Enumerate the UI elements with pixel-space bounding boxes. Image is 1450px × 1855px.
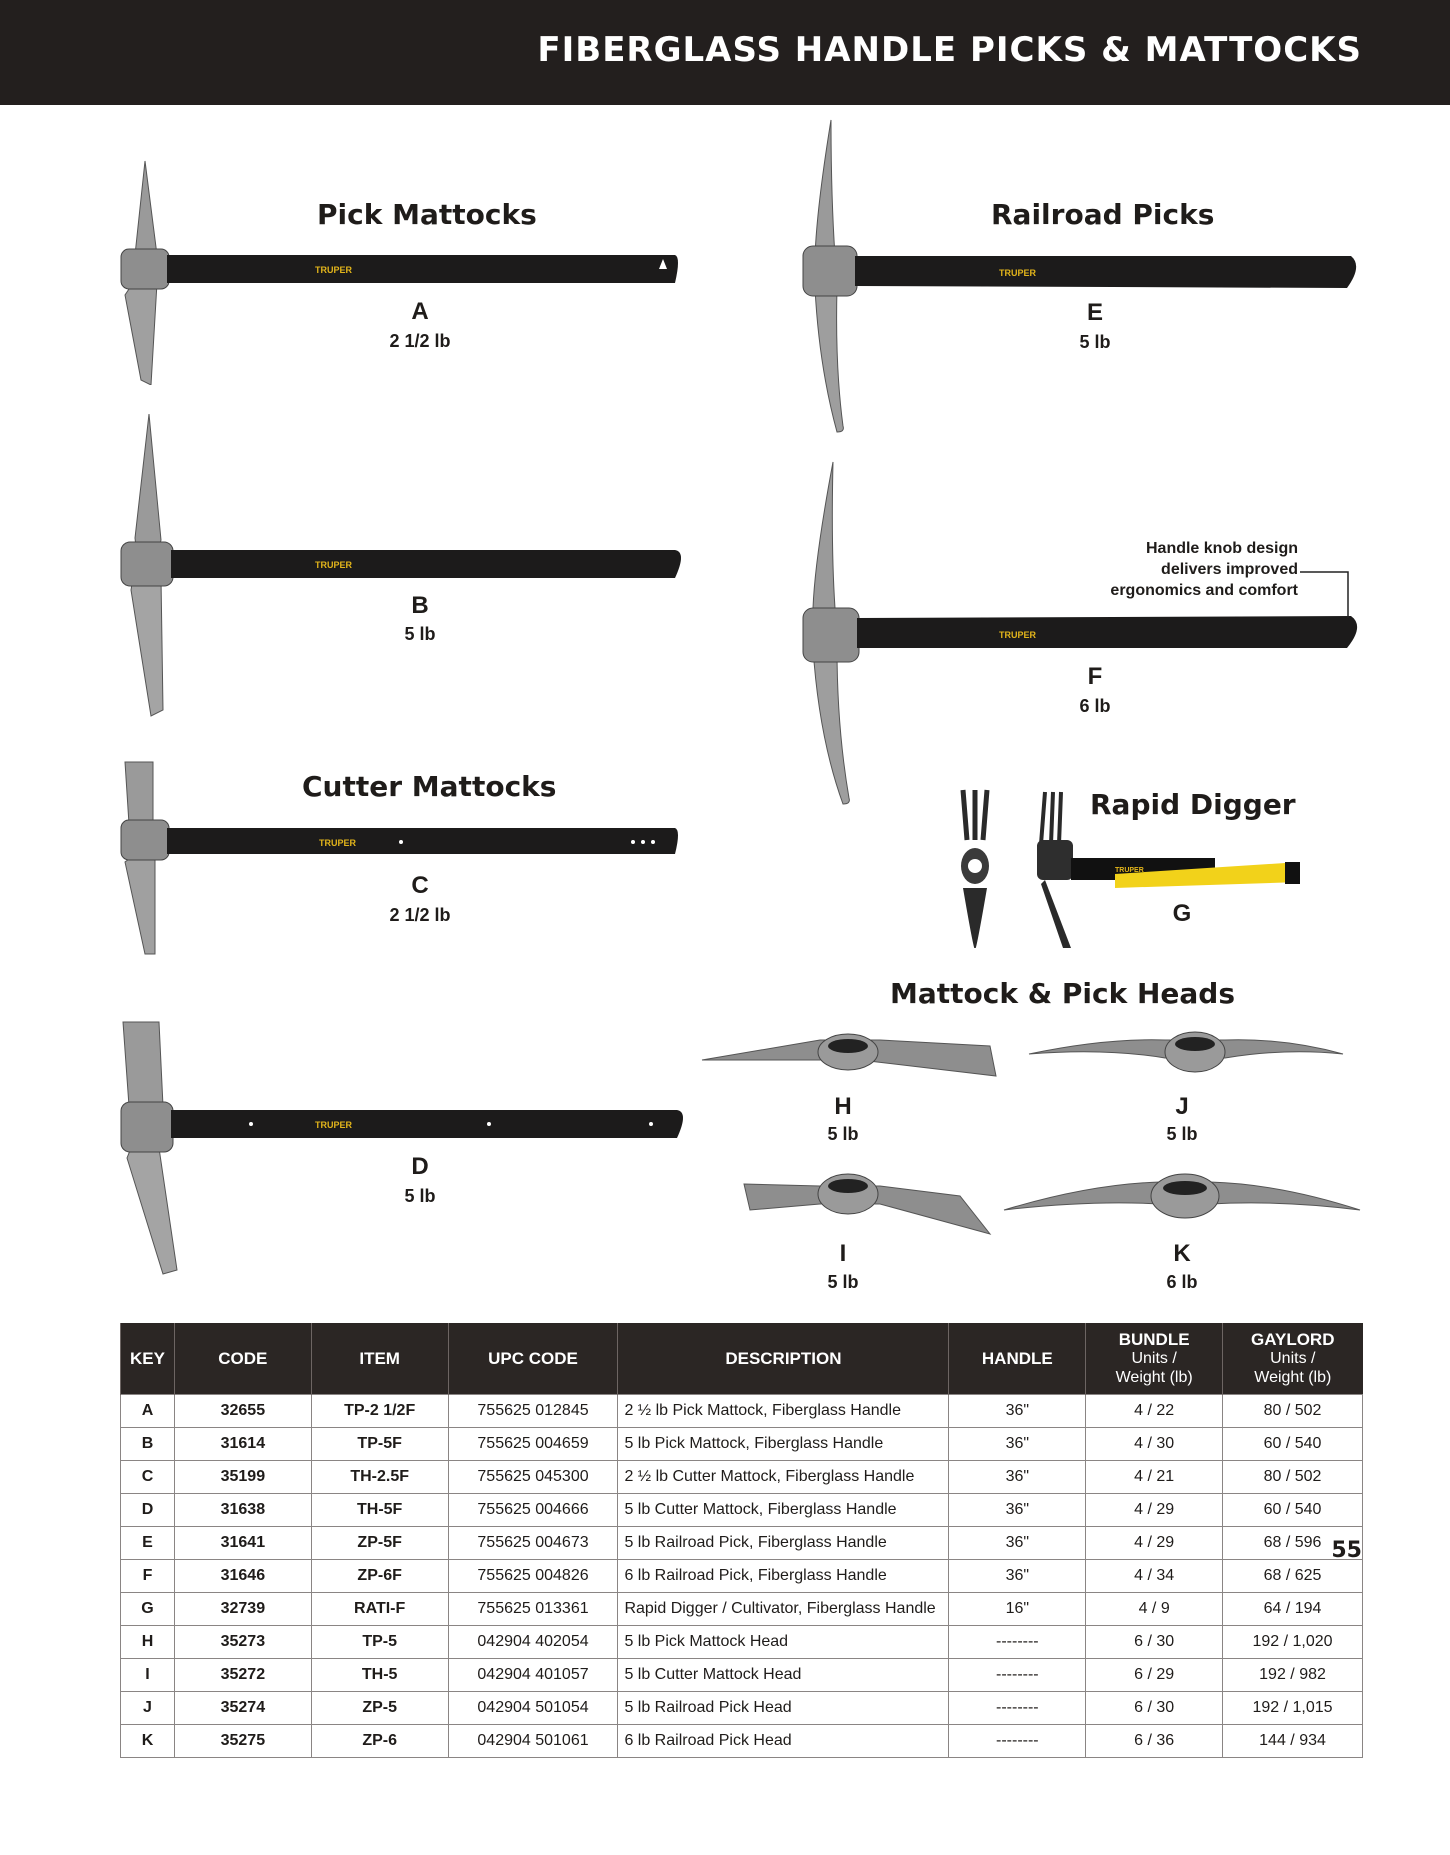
table-cell-item: RATI-F <box>311 1593 448 1626</box>
table-cell-handle: 36" <box>949 1461 1086 1494</box>
table-cell-description: 5 lb Pick Mattock Head <box>618 1626 949 1659</box>
product-weight: 5 lb <box>404 624 436 644</box>
product-weight: 5 lb <box>827 1272 859 1292</box>
table-row <box>121 1659 1363 1692</box>
table-cell-upc: 042904 501054 <box>448 1692 618 1725</box>
table-cell-code: 35199 <box>174 1461 311 1494</box>
table-cell-bundle: 4 / 22 <box>1086 1395 1223 1428</box>
cutter-mattock-c-image <box>115 758 685 958</box>
table-cell-key: J <box>121 1692 175 1725</box>
table-cell-bundle: 6 / 29 <box>1086 1659 1223 1692</box>
table-cell-description: 5 lb Cutter Mattock Head <box>618 1659 949 1692</box>
table-cell-upc: 755625 013361 <box>448 1593 618 1626</box>
table-cell-upc: 042904 501061 <box>448 1725 618 1758</box>
table-cell-upc: 755625 012845 <box>448 1395 618 1428</box>
table-header-row <box>121 1323 1363 1395</box>
table-cell-gaylord: 60 / 540 <box>1223 1428 1363 1461</box>
table-cell-code: 32739 <box>174 1593 311 1626</box>
table-cell-gaylord: 192 / 1,015 <box>1223 1692 1363 1725</box>
table-cell-handle: 36" <box>949 1560 1086 1593</box>
column-header-handle: HANDLE <box>949 1323 1086 1395</box>
table-cell-gaylord: 144 / 934 <box>1223 1725 1363 1758</box>
table-cell-key: B <box>121 1428 175 1461</box>
column-header-item: ITEM <box>311 1323 448 1395</box>
table-cell-key: K <box>121 1725 175 1758</box>
table-cell-description: 6 lb Railroad Pick, Fiberglass Handle <box>618 1560 949 1593</box>
table-row <box>121 1560 1363 1593</box>
table-cell-bundle: 4 / 34 <box>1086 1560 1223 1593</box>
table-cell-code: 31641 <box>174 1527 311 1560</box>
table-cell-code: 31646 <box>174 1560 311 1593</box>
table-row <box>121 1692 1363 1725</box>
table-cell-upc: 042904 401057 <box>448 1659 618 1692</box>
table-cell-key: G <box>121 1593 175 1626</box>
table-cell-key: F <box>121 1560 175 1593</box>
brand-logo: TRUPER <box>315 1120 353 1130</box>
head-i-image <box>740 1170 1000 1240</box>
table-cell-upc: 755625 004826 <box>448 1560 618 1593</box>
product-key: D <box>411 1153 429 1180</box>
table-cell-handle: -------- <box>949 1659 1086 1692</box>
table-cell-handle: 36" <box>949 1494 1086 1527</box>
table-cell-gaylord: 68 / 596 <box>1223 1527 1363 1560</box>
product-weight: 5 lb <box>404 1186 436 1206</box>
section-title-cutter-mattocks: Cutter Mattocks <box>302 770 557 803</box>
product-key: K <box>1173 1240 1191 1267</box>
table-cell-description: 6 lb Railroad Pick Head <box>618 1725 949 1758</box>
table-cell-description: 5 lb Pick Mattock, Fiberglass Handle <box>618 1428 949 1461</box>
pick-mattock-b-image <box>115 410 685 720</box>
table-cell-item: TP-5 <box>311 1626 448 1659</box>
table-row <box>121 1626 1363 1659</box>
rapid-digger-g-image <box>955 788 1305 948</box>
table-cell-upc: 042904 402054 <box>448 1626 618 1659</box>
table-cell-description: 5 lb Cutter Mattock, Fiberglass Handle <box>618 1494 949 1527</box>
product-weight: 5 lb <box>1166 1124 1198 1144</box>
table-cell-code: 32655 <box>174 1395 311 1428</box>
brand-logo: TRUPER <box>1115 867 1144 874</box>
product-weight: 2 1/2 lb <box>389 331 451 351</box>
column-header-upc: UPC CODE <box>448 1323 618 1395</box>
rapid-digger-front-view <box>961 790 989 948</box>
table-cell-bundle: 4 / 29 <box>1086 1494 1223 1527</box>
column-header-code: CODE <box>174 1323 311 1395</box>
table-cell-bundle: 4 / 30 <box>1086 1428 1223 1461</box>
product-key: G <box>1172 900 1192 927</box>
product-weight: 2 1/2 lb <box>389 905 451 925</box>
table-cell-code: 35274 <box>174 1692 311 1725</box>
product-key: J <box>1175 1093 1189 1120</box>
table-row <box>121 1593 1363 1626</box>
head-h-image <box>700 1030 1000 1080</box>
table-row <box>121 1725 1363 1758</box>
callout-pointer-line <box>1296 562 1352 624</box>
table-cell-gaylord: 60 / 540 <box>1223 1494 1363 1527</box>
brand-logo: TRUPER <box>999 268 1037 278</box>
table-cell-description: 5 lb Railroad Pick Head <box>618 1692 949 1725</box>
table-cell-upc: 755625 004666 <box>448 1494 618 1527</box>
table-cell-gaylord: 192 / 982 <box>1223 1659 1363 1692</box>
table-cell-key: C <box>121 1461 175 1494</box>
head-j-image <box>1025 1030 1345 1080</box>
table-cell-bundle: 4 / 9 <box>1086 1593 1223 1626</box>
section-title-railroad-picks: Railroad Picks <box>991 198 1215 231</box>
railroad-pick-e-image <box>795 116 1365 436</box>
table-cell-bundle: 6 / 30 <box>1086 1692 1223 1725</box>
table-cell-bundle: 4 / 29 <box>1086 1527 1223 1560</box>
table-cell-bundle: 6 / 36 <box>1086 1725 1223 1758</box>
table-cell-upc: 755625 045300 <box>448 1461 618 1494</box>
table-cell-key: E <box>121 1527 175 1560</box>
table-cell-gaylord: 80 / 502 <box>1223 1461 1363 1494</box>
column-header-bundle: BUNDLE Units / Weight (lb) <box>1086 1323 1223 1395</box>
product-key: E <box>1086 299 1103 326</box>
table-cell-handle: 36" <box>949 1527 1086 1560</box>
table-cell-description: 5 lb Railroad Pick, Fiberglass Handle <box>618 1527 949 1560</box>
table-cell-gaylord: 80 / 502 <box>1223 1395 1363 1428</box>
table-cell-code: 35272 <box>174 1659 311 1692</box>
table-cell-item: ZP-5F <box>311 1527 448 1560</box>
brand-logo: TRUPER <box>315 265 353 275</box>
table-cell-item: TH-5F <box>311 1494 448 1527</box>
product-key: F <box>1087 663 1103 690</box>
table-cell-handle: -------- <box>949 1725 1086 1758</box>
table-cell-item: ZP-6F <box>311 1560 448 1593</box>
brand-logo: TRUPER <box>315 560 353 570</box>
table-cell-bundle: 4 / 21 <box>1086 1461 1223 1494</box>
table-cell-code: 35275 <box>174 1725 311 1758</box>
table-cell-handle: -------- <box>949 1626 1086 1659</box>
table-cell-code: 31638 <box>174 1494 311 1527</box>
product-key: A <box>411 298 429 325</box>
railroad-pick-f-image <box>795 458 1365 808</box>
product-key: H <box>834 1093 852 1120</box>
head-k-image <box>1000 1170 1365 1230</box>
cutter-mattock-d-image <box>115 1018 685 1276</box>
table-cell-item: TP-2 1/2F <box>311 1395 448 1428</box>
table-cell-handle: 36" <box>949 1395 1086 1428</box>
table-cell-handle: 16" <box>949 1593 1086 1626</box>
brand-logo: TRUPER <box>319 838 357 848</box>
table-row <box>121 1461 1363 1494</box>
table-cell-item: ZP-5 <box>311 1692 448 1725</box>
table-cell-item: TH-5 <box>311 1659 448 1692</box>
product-weight: 6 lb <box>1079 696 1111 716</box>
page-title: FIBERGLASS HANDLE PICKS & MATTOCKS <box>537 30 1362 70</box>
table-row <box>121 1494 1363 1527</box>
table-cell-code: 35273 <box>174 1626 311 1659</box>
table-cell-key: A <box>121 1395 175 1428</box>
table-row <box>121 1428 1363 1461</box>
brand-logo: TRUPER <box>999 630 1037 640</box>
table-cell-gaylord: 192 / 1,020 <box>1223 1626 1363 1659</box>
page-number: 55 <box>1331 1538 1362 1563</box>
table-cell-description: 2 ½ lb Pick Mattock, Fiberglass Handle <box>618 1395 949 1428</box>
table-row <box>121 1527 1363 1560</box>
table-cell-item: TH-2.5F <box>311 1461 448 1494</box>
product-key: B <box>411 592 429 619</box>
table-cell-item: ZP-6 <box>311 1725 448 1758</box>
table-cell-gaylord: 68 / 625 <box>1223 1560 1363 1593</box>
table-cell-description: 2 ½ lb Cutter Mattock, Fiberglass Handle <box>618 1461 949 1494</box>
table-cell-code: 31614 <box>174 1428 311 1461</box>
table-cell-bundle: 6 / 30 <box>1086 1626 1223 1659</box>
table-cell-upc: 755625 004659 <box>448 1428 618 1461</box>
table-cell-key: H <box>121 1626 175 1659</box>
table-row <box>121 1395 1363 1428</box>
section-title-heads: Mattock & Pick Heads <box>890 977 1236 1010</box>
table-body <box>121 1395 1363 1758</box>
product-key: C <box>411 872 429 899</box>
header-bar <box>0 0 1450 105</box>
column-header-gaylord: GAYLORD Units / Weight (lb) <box>1223 1323 1363 1395</box>
table-cell-item: TP-5F <box>311 1428 448 1461</box>
table-cell-upc: 755625 004673 <box>448 1527 618 1560</box>
product-weight: 5 lb <box>1079 332 1111 352</box>
table-cell-gaylord: 64 / 194 <box>1223 1593 1363 1626</box>
column-header-key: KEY <box>121 1323 175 1395</box>
column-header-description: DESCRIPTION <box>618 1323 949 1395</box>
product-weight: 6 lb <box>1166 1272 1198 1292</box>
section-title-rapid-digger: Rapid Digger <box>1090 788 1296 821</box>
product-key: I <box>839 1240 847 1267</box>
table-cell-key: I <box>121 1659 175 1692</box>
table-cell-handle: -------- <box>949 1692 1086 1725</box>
table-cell-handle: 36" <box>949 1428 1086 1461</box>
product-weight: 5 lb <box>827 1124 859 1144</box>
handle-knob-callout: Handle knob design delivers improved ergonomics and comfort <box>1110 540 1298 599</box>
section-title-pick-mattocks: Pick Mattocks <box>317 198 537 231</box>
table-cell-key: D <box>121 1494 175 1527</box>
table-cell-description: Rapid Digger / Cultivator, Fiberglass Handle <box>618 1593 949 1626</box>
product-spec-table <box>120 1323 1363 1758</box>
